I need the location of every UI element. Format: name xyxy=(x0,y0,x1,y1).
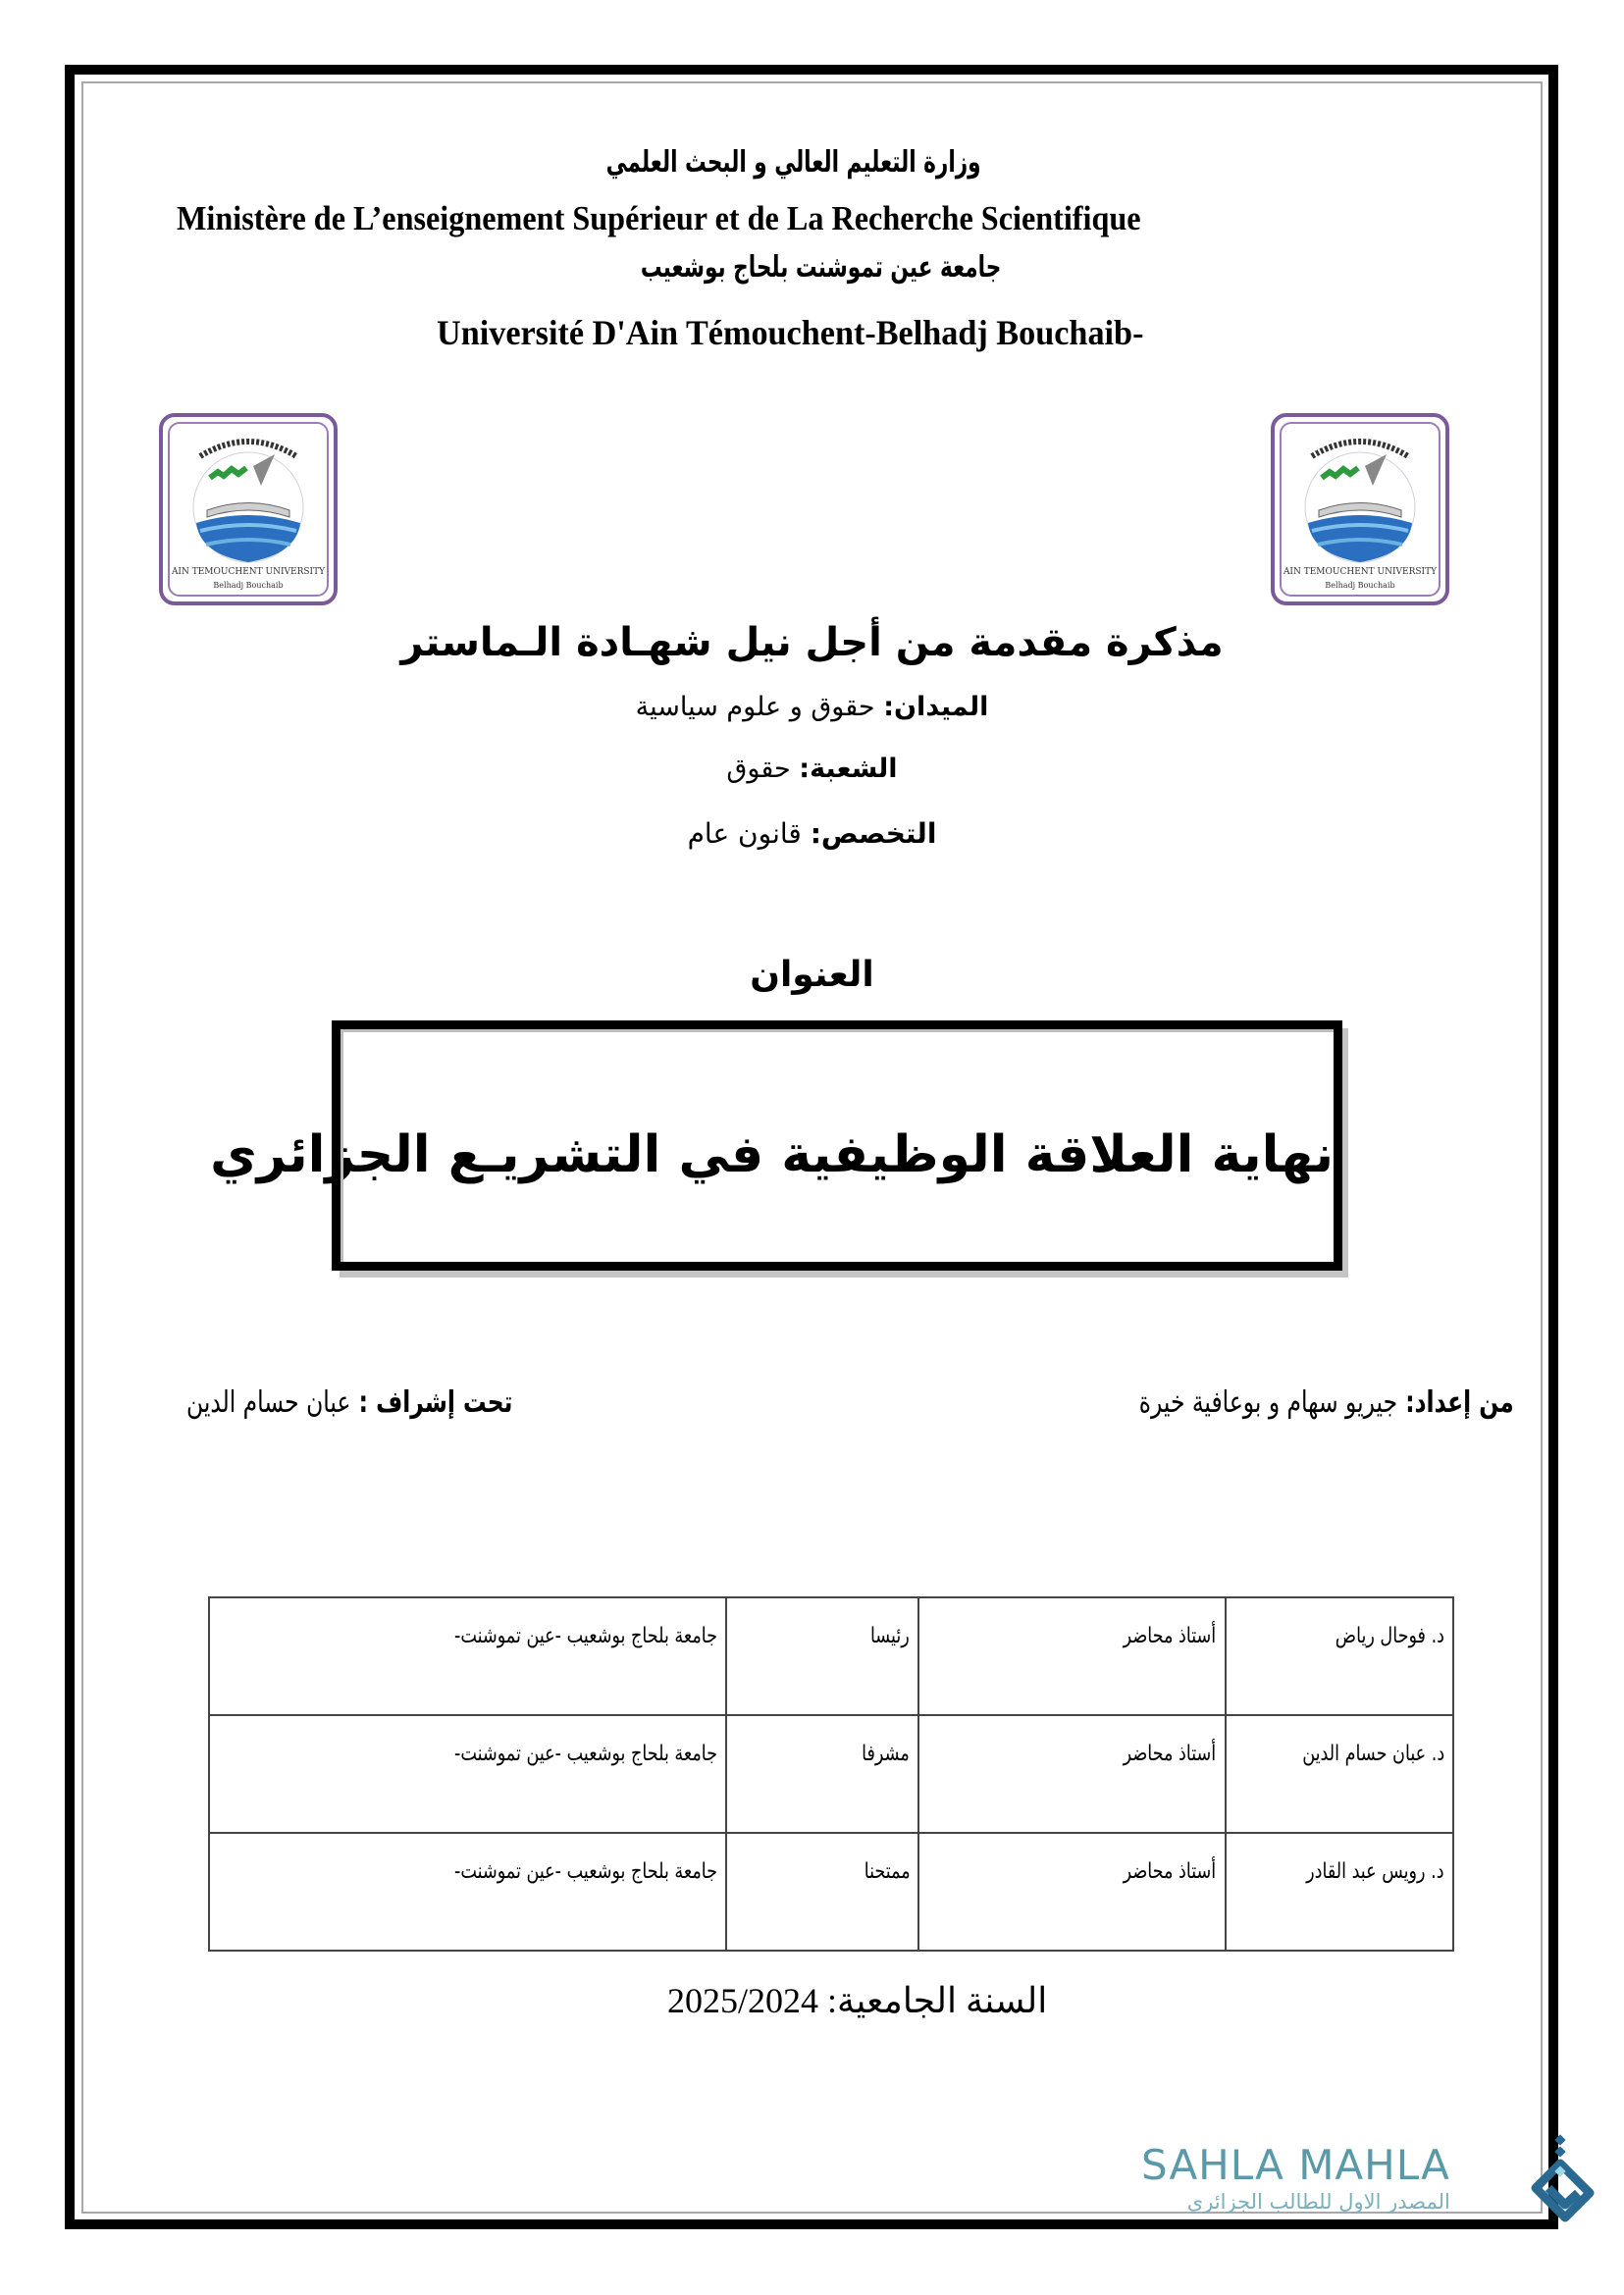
title-label: العنوان xyxy=(750,955,874,995)
svg-text:AIN TEMOUCHENT UNIVERSITY: AIN TEMOUCHENT UNIVERSITY xyxy=(1283,567,1438,577)
jury-role: رئيسا xyxy=(726,1597,919,1715)
specialty-line xyxy=(0,817,1624,850)
svg-text:AIN TEMOUCHENT UNIVERSITY: AIN TEMOUCHENT UNIVERSITY xyxy=(171,567,326,577)
table-row xyxy=(209,1715,1453,1833)
watermark-title: SAHLA MAHLA xyxy=(1141,2141,1450,2189)
prepared-names: جيريو سهام و بوعافية خيرة xyxy=(1138,1385,1398,1420)
field-value: حقوق و علوم سياسية xyxy=(635,692,875,722)
specialty-value: قانون عام xyxy=(687,817,802,850)
table-row xyxy=(209,1833,1453,1951)
academic-year xyxy=(667,1980,1047,2021)
branch-value: حقوق xyxy=(726,754,791,784)
thesis-title: نهاية العلاقة الوظيفية في التشريـع الجزائري xyxy=(210,1125,1334,1184)
university-logo-right xyxy=(1271,413,1449,605)
svg-text:Belhadj Bouchaib: Belhadj Bouchaib xyxy=(213,581,284,590)
university-french: Université D'Ain Témouchent-Belhadj Bouchaib- xyxy=(437,313,1144,352)
jury-role: ممتحنا xyxy=(726,1833,919,1951)
sahla-mahla-watermark xyxy=(1141,2141,1450,2214)
jury-table xyxy=(208,1596,1454,1952)
supervisor-label: تحت إشراف : xyxy=(358,1385,513,1420)
jury-rank: أستاذ محاضر xyxy=(918,1597,1225,1715)
jury-role: مشرفا xyxy=(726,1715,919,1833)
thesis-purpose: مذكرة مقدمة من أجل نيل شهـادة الـماستر xyxy=(400,620,1224,665)
sahla-mahla-logo-icon xyxy=(1511,2134,1609,2242)
svg-text:Belhadj Bouchaib: Belhadj Bouchaib xyxy=(1325,581,1395,590)
jury-name: د. فوحال رياض xyxy=(1226,1597,1453,1715)
university-emblem-icon xyxy=(1275,417,1445,601)
watermark-subtitle: المصدر الاول للطالب الجزائري xyxy=(1186,2190,1450,2214)
supervised-by xyxy=(186,1385,512,1420)
jury-name: د. رويس عبد القادر xyxy=(1226,1833,1453,1951)
jury-rank: أستاذ محاضر xyxy=(918,1715,1225,1833)
ministry-arabic: وزارة التعليم العالي و البحث العلمي xyxy=(605,145,981,180)
prepared-by xyxy=(1139,1385,1514,1420)
academic-year-value: 2025/2024 xyxy=(667,1981,819,2020)
ministry-french: Ministère de L’enseignement Supérieur et de La Recherche Scientifique xyxy=(177,199,1141,237)
university-emblem-icon xyxy=(163,417,334,601)
table-row xyxy=(209,1597,1453,1715)
prepared-label: من إعداد: xyxy=(1405,1385,1514,1420)
jury-name: د. عبان حسام الدين xyxy=(1226,1715,1453,1833)
academic-year-label: السنة الجامعية: xyxy=(827,1981,1048,2020)
branch-label: الشعبة: xyxy=(799,754,898,784)
university-logo-left xyxy=(159,413,338,605)
branch-line xyxy=(0,754,1624,784)
field-line xyxy=(0,692,1624,722)
university-arabic: جامعة عين تموشنت بلحاج بوشعيب xyxy=(640,250,1002,285)
jury-institution: جامعة بلحاج بوشعيب -عين تموشنت- xyxy=(209,1833,726,1951)
supervisor-name: عبان حسام الدين xyxy=(186,1385,351,1420)
field-label: الميدان: xyxy=(883,692,989,722)
title-box xyxy=(210,1020,1342,1271)
jury-rank: أستاذ محاضر xyxy=(918,1833,1225,1951)
jury-institution: جامعة بلحاج بوشعيب -عين تموشنت- xyxy=(209,1715,726,1833)
specialty-label: التخصص: xyxy=(810,817,937,850)
jury-institution: جامعة بلحاج بوشعيب -عين تموشنت- xyxy=(209,1597,726,1715)
